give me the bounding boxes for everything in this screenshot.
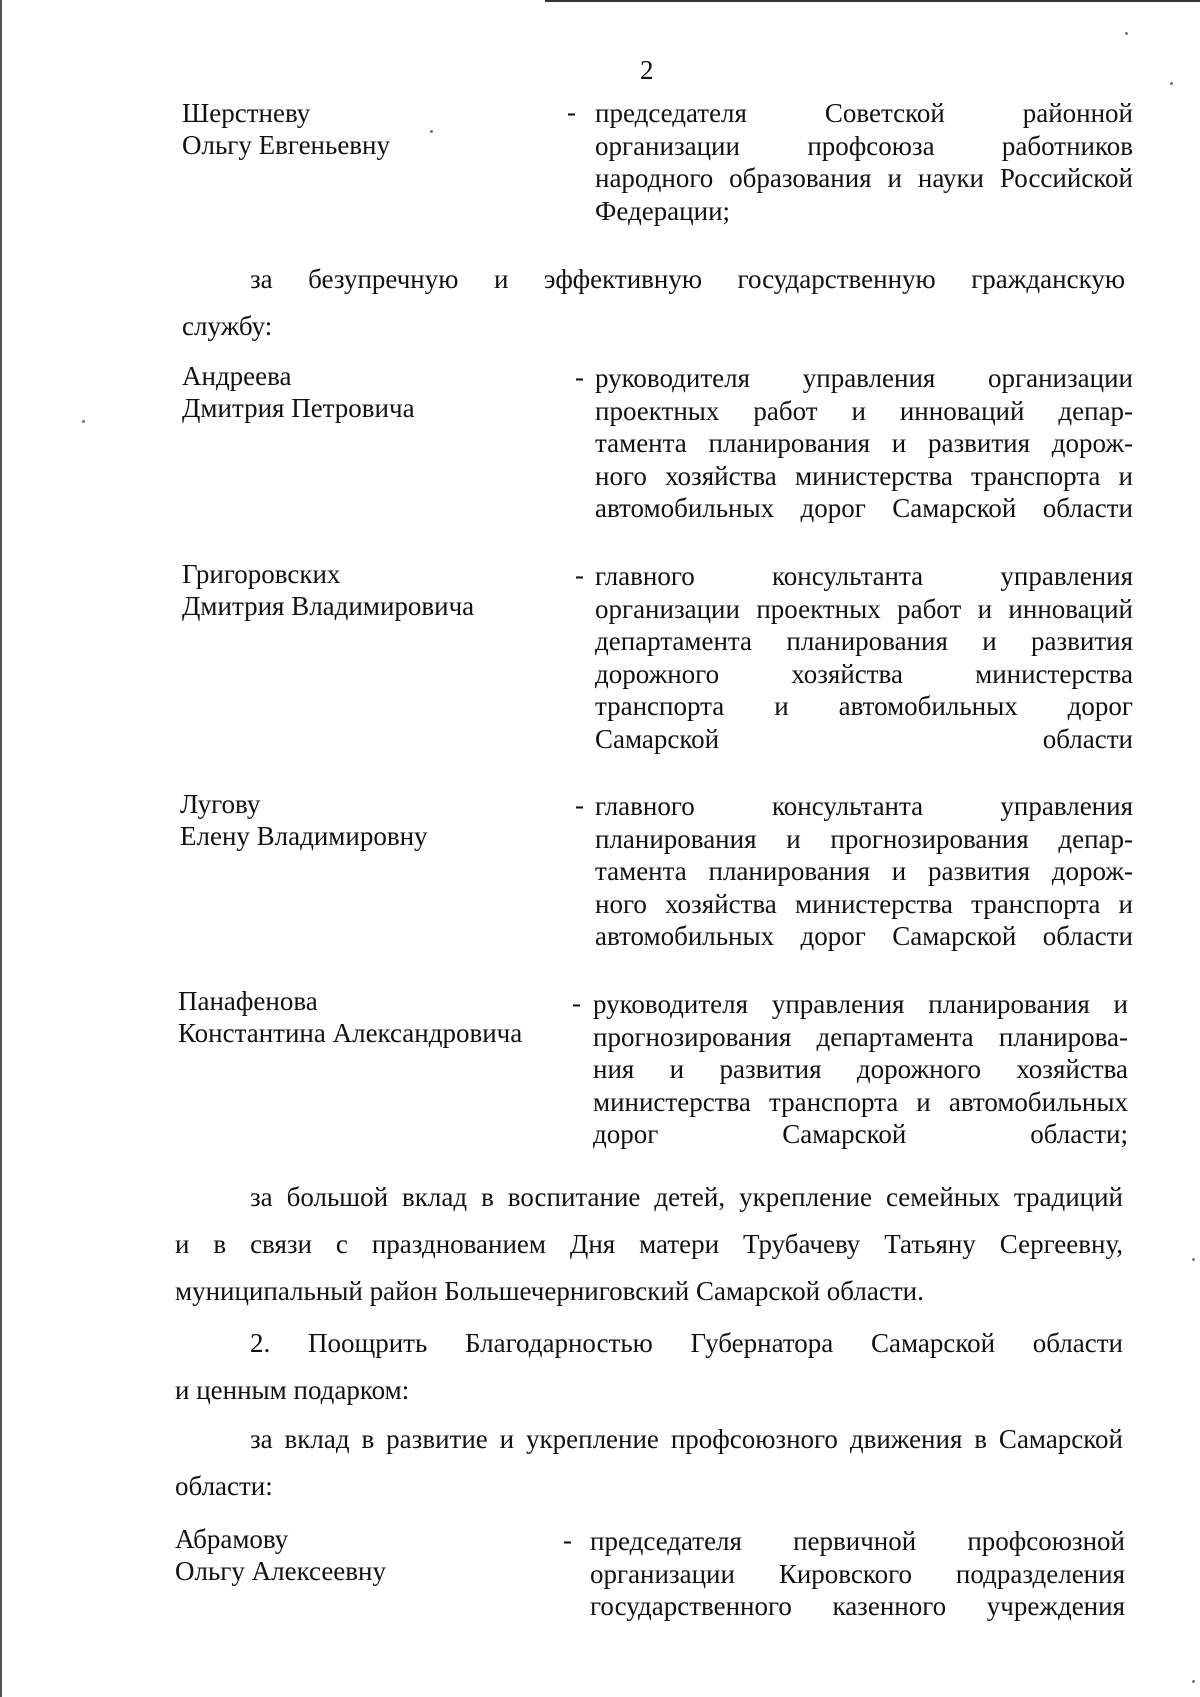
name-line: Дмитрия Петровича: [182, 393, 415, 423]
name-line: Лугову: [180, 789, 261, 819]
paragraph-item-2: [175, 1320, 1123, 1414]
name-line: Ольгу Евгеньевну: [182, 130, 390, 160]
desc-line: планирования и прогнозирования депар-: [595, 823, 1133, 854]
entry-name: [178, 985, 522, 1049]
desc-line: министерства транспорта и автомобильных: [593, 1086, 1128, 1117]
entry-description: [595, 97, 1133, 227]
paragraph-line: за вклад в развитие и укрепление профсоюзного движения в Самарской: [250, 1424, 1123, 1454]
scan-speck: [82, 420, 85, 423]
desc-line: тамента планирования и развития дорож-: [595, 428, 1133, 458]
name-line: Елену Владимировну: [180, 821, 428, 851]
desc-line: руководителя управления организации: [595, 363, 1133, 393]
desc-line: Федерации;: [595, 195, 731, 226]
scan-speck: [1192, 1680, 1195, 1683]
entry-description: [590, 1525, 1125, 1623]
name-line: Андреева: [182, 361, 292, 391]
desc-line: ния и развития дорожного хозяйства: [593, 1054, 1128, 1084]
entry-name: [182, 360, 415, 424]
desc-line: транспорта и автомобильных дорог: [595, 691, 1133, 721]
desc-line: главного консультанта управления: [595, 791, 1133, 821]
entry-dash: -: [575, 790, 584, 820]
name-line: Абрамову: [175, 1524, 289, 1554]
desc-line: организации проектных работ и инноваций: [595, 593, 1133, 624]
desc-line: автомобильных дорог Самарской области: [595, 493, 1133, 523]
desc-line: главного консультанта управления: [595, 561, 1133, 591]
name-line: Ольгу Алексеевну: [175, 1556, 386, 1586]
desc-line: организации Кировского подразделения: [590, 1558, 1125, 1589]
entry-description: [595, 790, 1133, 953]
desc-line: народного образования и науки Российской: [595, 163, 1133, 193]
scan-speck: [1125, 32, 1128, 35]
entry-description: [593, 988, 1128, 1151]
page-number: 2: [640, 55, 654, 85]
entry-description: [595, 560, 1133, 755]
entry-dash: -: [572, 988, 581, 1018]
paragraph-mother-day: [175, 1174, 1123, 1315]
desc-line: прогнозирования департамента планирова-: [593, 1021, 1128, 1052]
desc-line: ного хозяйства министерства транспорта и: [595, 888, 1133, 919]
desc-line: дорог Самарской области;: [593, 1119, 1128, 1149]
paragraph-union: [175, 1416, 1123, 1510]
entry-dash: -: [563, 1525, 572, 1555]
desc-line: ного хозяйства министерства транспорта и: [595, 460, 1133, 491]
name-line: Шерстневу: [182, 98, 311, 128]
paragraph-line: за большой вклад в воспитание детей, укрепление семейных традиций: [250, 1182, 1123, 1212]
name-line: Григоровских: [182, 559, 341, 589]
left-border-line: [0, 0, 2, 1697]
desc-line: автомобильных дорог Самарской области: [595, 921, 1133, 951]
paragraph-line: 2. Поощрить Благодарностью Губернатора Самарской области: [250, 1328, 1123, 1358]
paragraph-line: и ценным подарком:: [175, 1375, 410, 1405]
desc-line: руководителя управления планирования и: [593, 989, 1128, 1019]
desc-line: Самарской области: [595, 723, 1133, 754]
desc-line: дорожного хозяйства министерства: [595, 658, 1133, 689]
entry-dash: -: [575, 362, 584, 392]
name-line: Дмитрия Владимировича: [182, 591, 475, 621]
desc-line: председателя первичной профсоюзной: [590, 1526, 1125, 1556]
name-line: Константина Александровича: [178, 1018, 523, 1048]
desc-line: организации профсоюза работников: [595, 130, 1133, 161]
entry-description: [595, 362, 1133, 525]
desc-line: государственного казенного учреждения: [590, 1591, 1125, 1621]
paragraph-line: области:: [175, 1471, 273, 1501]
section-heading-service: за безупречную и эффективную государственную гражданскую: [250, 264, 1125, 294]
desc-line: председателя Советской районной: [595, 98, 1133, 128]
desc-line: тамента планирования и развития дорож-: [595, 856, 1133, 886]
entry-name: [180, 788, 428, 852]
entry-dash: -: [567, 97, 576, 127]
name-line: Панафенова: [178, 986, 318, 1016]
scan-speck: [1170, 82, 1173, 85]
desc-line: проектных работ и инноваций депар-: [595, 395, 1133, 426]
scan-speck: [430, 130, 433, 133]
top-border-line: [545, 0, 1200, 2]
entry-name: [182, 558, 474, 622]
paragraph-line: и в связи с празднованием Дня матери Трубачеву Татьяну Сергеевну,: [175, 1229, 1123, 1259]
scan-speck: [1192, 1258, 1195, 1261]
entry-dash: -: [575, 560, 584, 590]
desc-line: департамента планирования и развития: [595, 626, 1133, 656]
section-heading-service-cont: службу:: [182, 311, 273, 341]
entry-name: [175, 1523, 386, 1587]
entry-name: [182, 97, 390, 161]
paragraph-line: муниципальный район Большечерниговский Самарской области.: [175, 1276, 924, 1306]
